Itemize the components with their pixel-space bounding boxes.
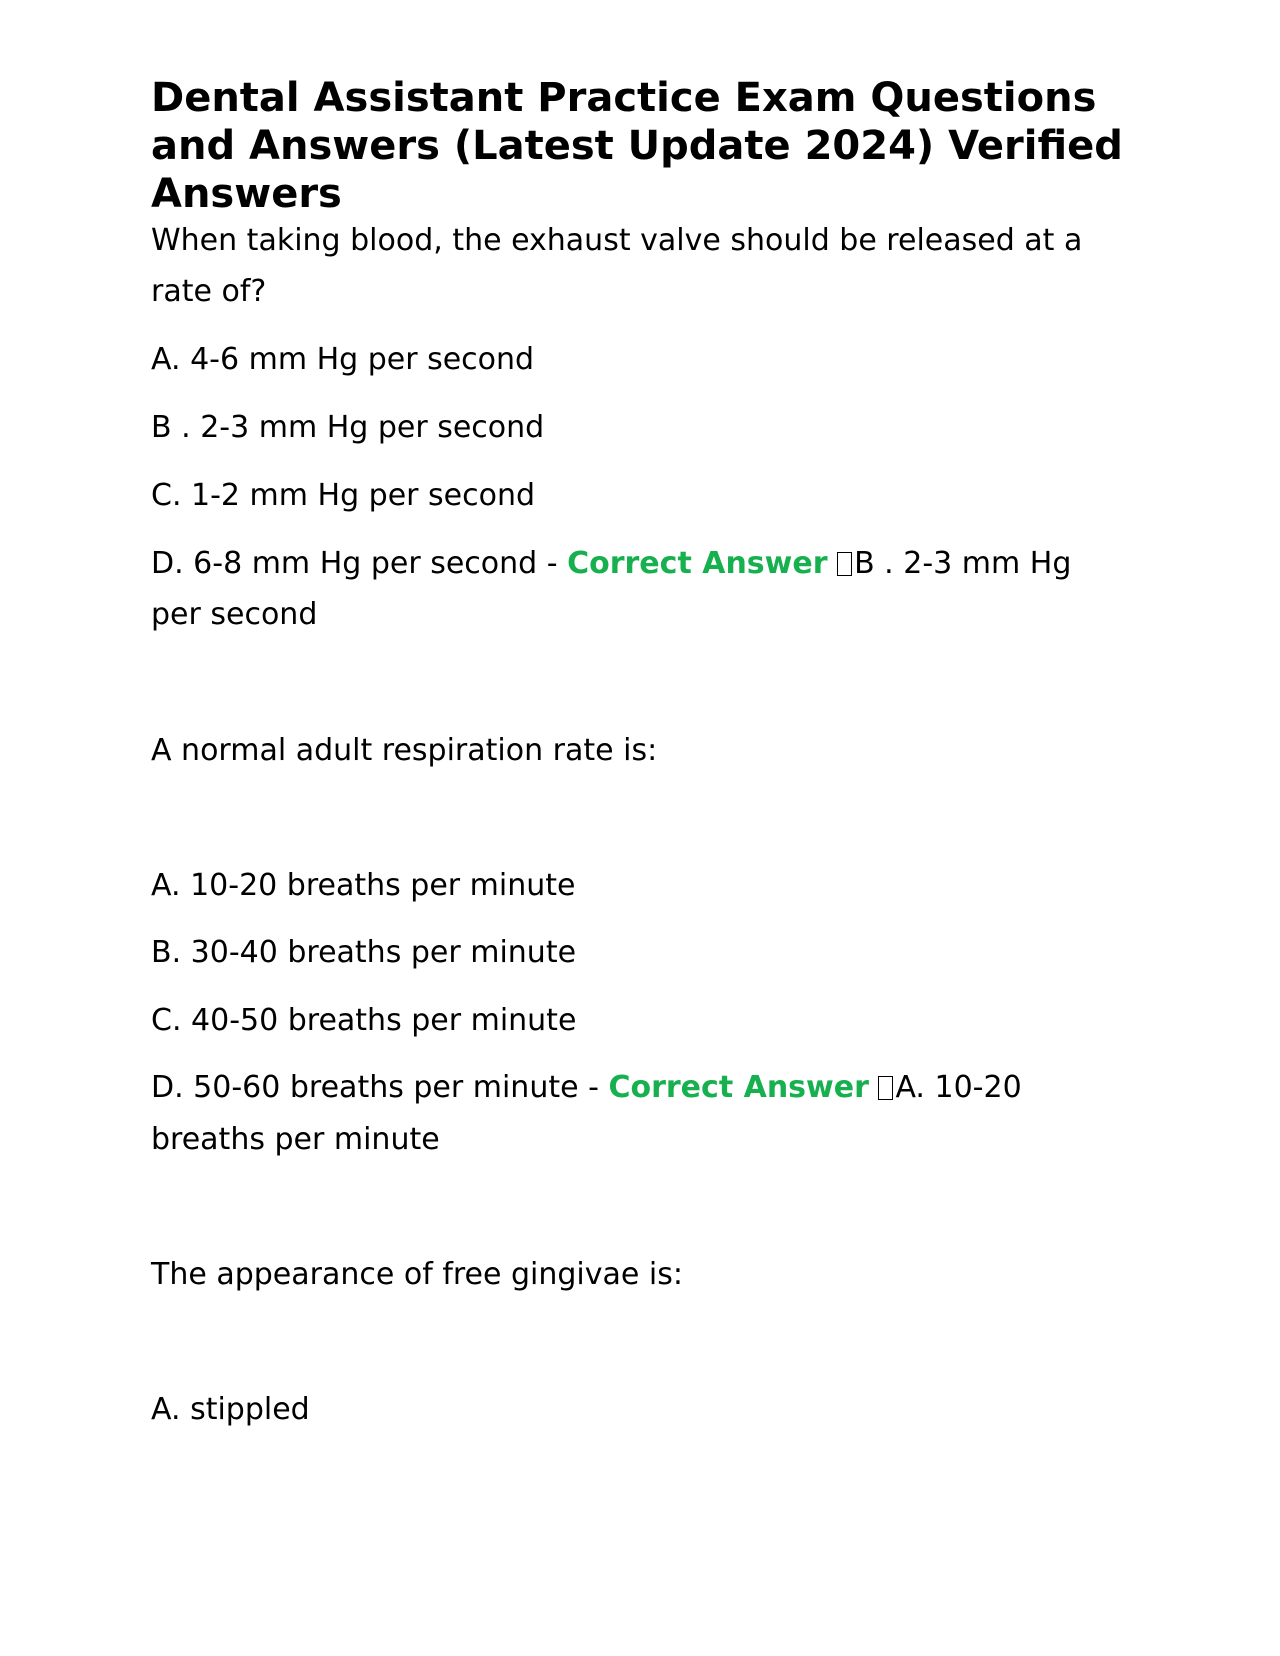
q2-correct-label: Correct Answer [608, 1070, 869, 1105]
q1-question-line2: rate of? [151, 274, 267, 309]
q2-option-d-line [151, 1070, 1022, 1106]
q1-option-c: C. 1-2 mm Hg per second [151, 478, 536, 513]
q2-option-b: B. 30-40 breaths per minute [151, 935, 577, 970]
q2-option-a: A. 10-20 breaths per minute [151, 868, 576, 903]
q1-correct-label: Correct Answer [567, 546, 828, 581]
q2-option-c: C. 40-50 breaths per minute [151, 1003, 577, 1038]
missing-glyph-icon [878, 1076, 893, 1100]
q2-option-d: D. 50-60 breaths per minute - [151, 1070, 609, 1105]
q3-option-a: A. stippled [151, 1392, 310, 1427]
q1-answer-line1: B . 2-3 mm Hg [854, 546, 1072, 581]
q2-answer-line2: breaths per minute [151, 1122, 440, 1157]
q3-question: The appearance of free gingivae is: [151, 1257, 683, 1292]
q1-question-line1: When taking blood, the exhaust valve should be released at a [151, 223, 1083, 258]
q1-answer-line2: per second [151, 597, 318, 632]
q1-option-a: A. 4-6 mm Hg per second [151, 342, 535, 377]
q2-question: A normal adult respiration rate is: [151, 733, 658, 768]
q1-option-d: D. 6-8 mm Hg per second - [151, 546, 568, 581]
q1-option-d-line [151, 546, 1071, 582]
missing-glyph-icon [837, 552, 852, 576]
q2-answer-line1: A. 10-20 [895, 1070, 1022, 1105]
q1-option-b: B . 2-3 mm Hg per second [151, 410, 545, 445]
document-title: Dental Assistant Practice Exam Questions and Answers (Latest Update 2024) Verified Answers [151, 75, 1123, 217]
